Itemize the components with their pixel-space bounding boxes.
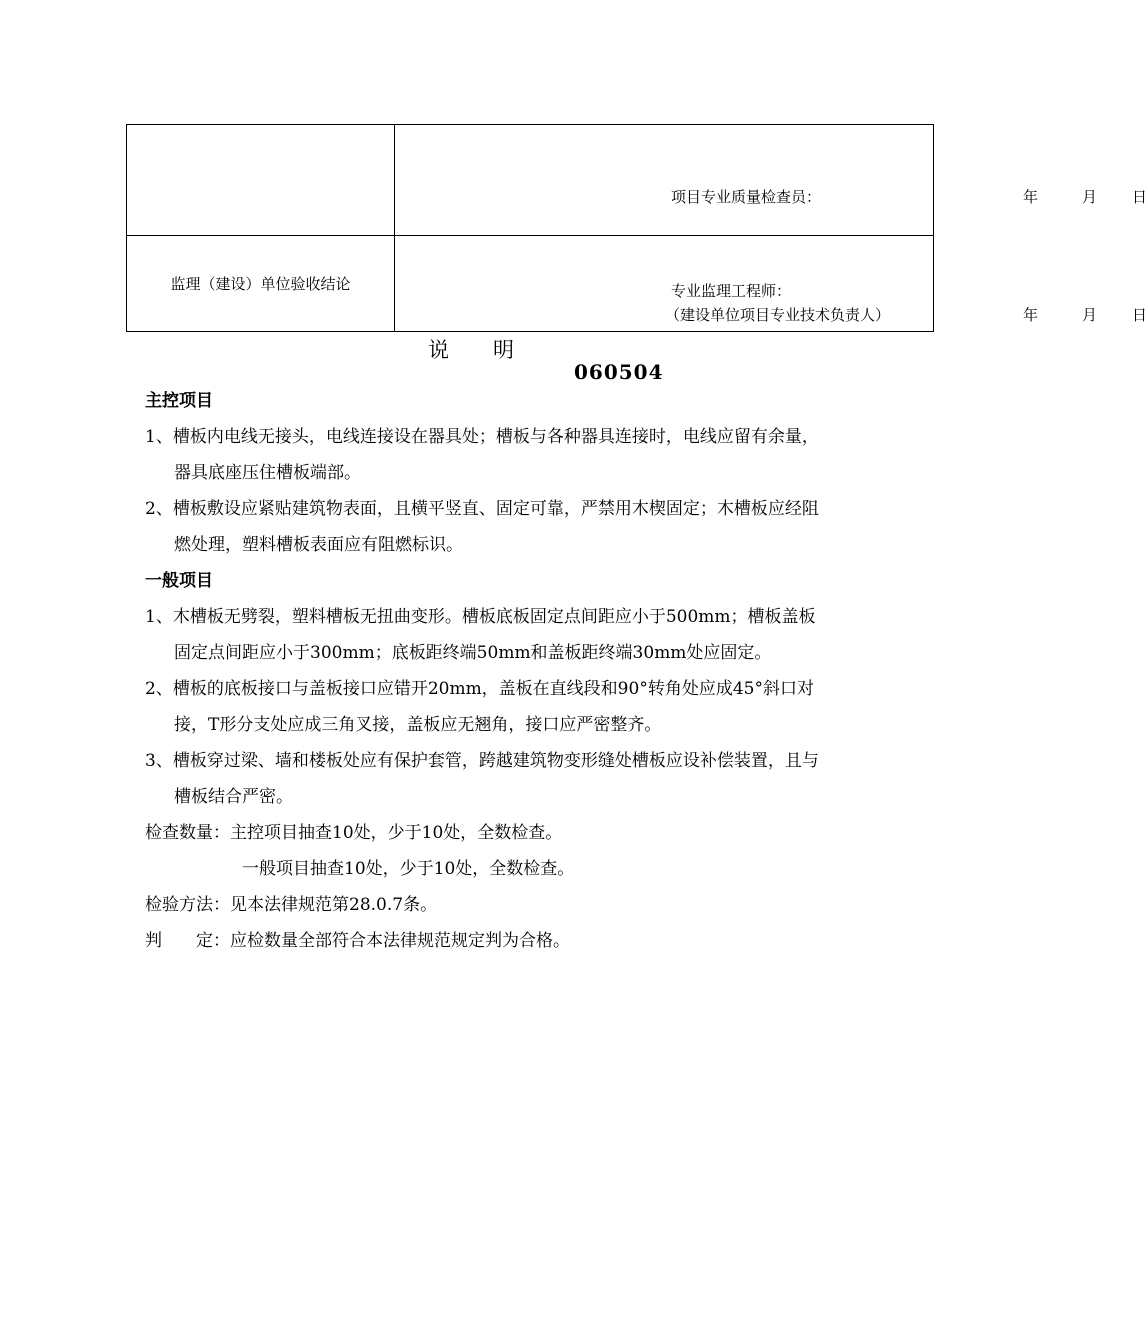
supervisor-row: [127, 236, 934, 332]
inspector-left-cell: [127, 125, 395, 236]
supervisor-conclusion-label: 监理（建设）单位验收结论: [127, 236, 395, 332]
section-code: 060504: [574, 360, 664, 384]
signature-table: [126, 124, 1147, 332]
inspector-row: [127, 125, 934, 236]
year-label: 年: [1023, 188, 1039, 206]
inspector-label: 项目专业质量检查员：: [671, 188, 822, 206]
inspector-cell: [395, 125, 1147, 236]
section-title: 说明: [428, 338, 558, 362]
engineer-label: 专业监理工程师：: [671, 282, 792, 300]
inspection-method: 检验方法：见本法律规范第28.0.7条。: [145, 895, 438, 915]
year-label: 年: [1023, 306, 1039, 324]
main-item: 2、槽板敷设应紧贴建筑物表面，且横平竖直、固定可靠，严禁用木楔固定；木槽板应经阻燃处理，塑料槽板表面应有阻燃标识。: [145, 499, 819, 555]
general-item: 3、槽板穿过梁、墙和楼板处应有保护套管，跨越建筑物变形缝处槽板应设补偿装置，且与槽板结合严密。: [145, 751, 819, 807]
supervisor-cell: [395, 236, 1147, 332]
judgement: 判 定：应检数量全部符合本法律规范规定判为合格。: [145, 931, 570, 951]
month-label: 月: [1082, 306, 1098, 324]
main-items-heading: 主控项目: [145, 391, 213, 411]
general-item: 2、槽板的底板接口与盖板接口应错开20mm，盖板在直线段和90°转角处应成45°斜口对接，T形分支处应成三角叉接，盖板应无翘角，接口应严密整齐。: [145, 679, 814, 735]
month-label: 月: [1082, 188, 1098, 206]
general-items-heading: 一般项目: [145, 571, 213, 591]
day-label: 日: [1132, 188, 1147, 206]
main-item: 1、槽板内电线无接头，电线连接设在器具处；槽板与各种器具连接时，电线应留有余量，器具底座压住槽板端部。: [145, 427, 819, 483]
explanation-content: [145, 383, 825, 959]
day-label: 日: [1132, 306, 1147, 324]
check-quantity-line: 一般项目抽查10处，少于10处，全数检查。: [242, 859, 575, 879]
check-quantity-line: 检查数量：主控项目抽查10处，少于10处，全数检查。: [145, 823, 563, 843]
owner-tech-lead-label: （建设单位项目专业技术负责人）: [665, 306, 891, 324]
general-item: 1、木槽板无劈裂，塑料槽板无扭曲变形。槽板底板固定点间距应小于500mm；槽板盖板固定点间距应小于300mm；底板距终端50mm和盖板距终端30mm处应固定。: [145, 607, 816, 663]
